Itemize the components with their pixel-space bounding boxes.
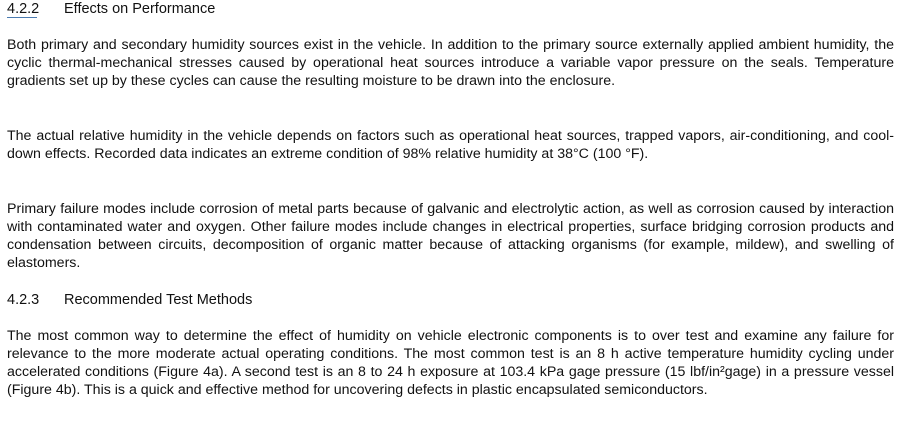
section-title: Effects on Performance (64, 1, 216, 17)
section-heading-4-2-3 (7, 291, 252, 309)
paragraph-failure-modes: Primary failure modes include corrosion of metal parts because of galvanic and electrolytic action, as well as corrosion caused by interaction with contaminated water and oxygen. Other failure modes include changes in electrical properties, surface bridging corrosion products and condensation between circuits, decomposition of organic matter because of attacking organisms (for example, mildew), and swelling of elastomers. (7, 201, 894, 272)
paragraph-relative-humidity: The actual relative humidity in the vehicle depends on factors such as operational heat sources, trapped vapors, air-conditioning, and cool-down effects. Recorded data indicates an extreme condition of 98% relative humidity at 38°C (100 °F). (7, 128, 894, 163)
section-number: 4.2.2 (7, 1, 40, 17)
paragraph-test-methods: The most common way to determine the effect of humidity on vehicle electronic components is to over test and examine any failure for relevance to the more moderate actual operating conditions. The most common test is an 8 h active temperature humidity cycling under accelerated conditions (Figure 4a). A second test is an 8 to 24 h exposure at 103.4 kPa gage pressure (15 lbf/in²gage) in a pressure vessel (Figure 4b). This is a quick and effective method for uncovering defects in plastic encapsulated semiconductors. (7, 328, 894, 399)
section-title: Recommended Test Methods (64, 292, 253, 308)
section-heading-4-2-2 (7, 0, 215, 18)
paragraph-humidity-sources: Both primary and secondary humidity sources exist in the vehicle. In addition to the primary source externally applied ambient humidity, the cyclic thermal-mechanical stresses caused by operational heat sources introduce a variable vapor pressure on the seals. Temperature gradients set up by these cycles can cause the resulting moisture to be drawn into the enclosure. (7, 37, 894, 90)
heading-underline-mark (7, 17, 37, 18)
section-number: 4.2.3 (7, 292, 40, 308)
